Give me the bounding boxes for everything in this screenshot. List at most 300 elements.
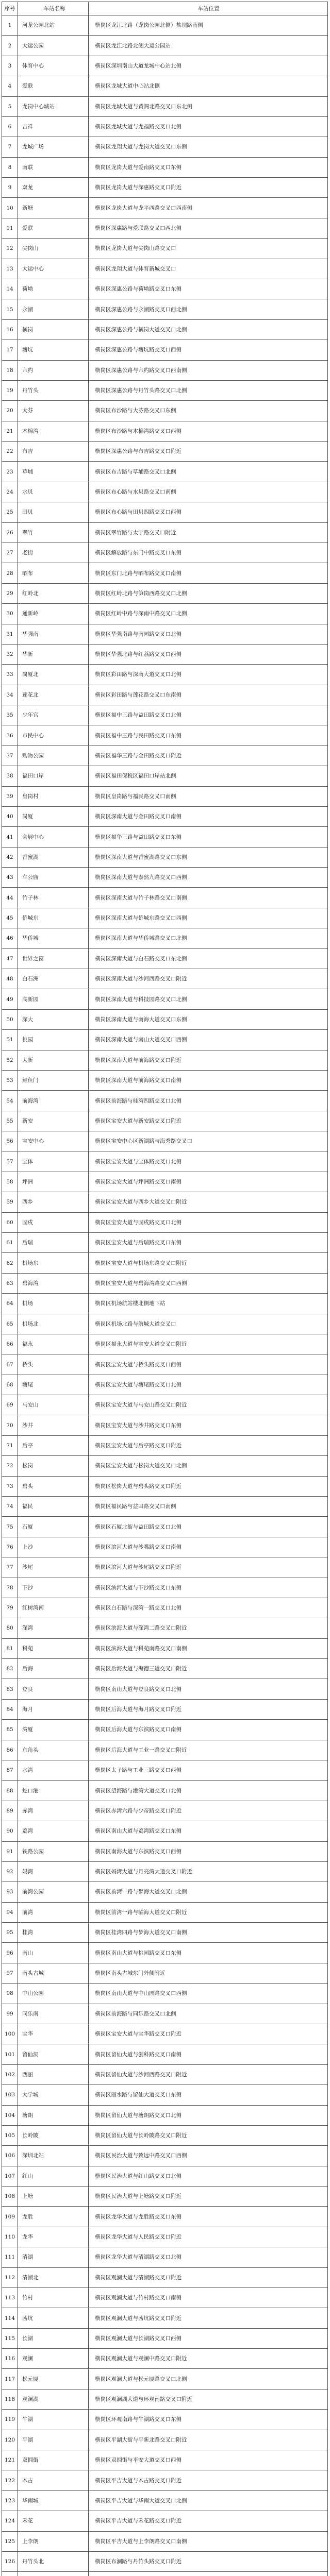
station-address: 横岗区深南大道与前海路交叉口南侧 bbox=[95, 1077, 182, 1084]
station-address: 横岗区深南大道与前海路交叉口附近 bbox=[95, 1057, 182, 1063]
table-row bbox=[2, 1740, 327, 1760]
station-name: 购物公园 bbox=[18, 746, 89, 766]
station-address: 横岗区布心路与田贝四路交叉口西侧 bbox=[95, 509, 182, 516]
station-name: 茜坑 bbox=[18, 2308, 89, 2328]
station-address: 横岗区龙城大道与黄阁北路交叉口东北侧 bbox=[95, 103, 192, 110]
table-header bbox=[2, 2, 327, 15]
table-row bbox=[2, 1537, 327, 1557]
station-name: 海月 bbox=[18, 1700, 89, 1719]
table-row bbox=[2, 1456, 327, 1476]
table-row bbox=[2, 1233, 327, 1253]
row-number: 51 bbox=[2, 1030, 18, 1049]
station-name: 机场北 bbox=[18, 1314, 89, 1334]
station-address: 横岗区东门北路与晒布路交叉口南侧 bbox=[95, 570, 182, 577]
station-address: 横岗区龙翔大道与体育新城交叉口 bbox=[95, 265, 176, 272]
row-number: 66 bbox=[2, 1334, 18, 1354]
row-number: 35 bbox=[2, 705, 18, 725]
station-address: 横岗区滨河大道与下沙路交叉口东侧 bbox=[95, 1584, 182, 1591]
station-name: 龙岗中心城站 bbox=[18, 97, 89, 116]
station-address: 横岗区深南大道与南山大道交叉口西侧 bbox=[95, 1037, 187, 1043]
row-number: 45 bbox=[2, 908, 18, 928]
row-number: 25 bbox=[2, 502, 18, 522]
table-row bbox=[2, 1091, 327, 1111]
header-no: 序号 bbox=[2, 2, 18, 15]
station-address: 横岗区平吉大道与禾花路交叉口附近 bbox=[95, 2518, 182, 2524]
station-address: 横岗区彩田路与深南大道交叉口北侧 bbox=[95, 671, 182, 678]
table-row bbox=[2, 2329, 327, 2349]
station-name: 爱联 bbox=[18, 76, 89, 96]
row-number: 60 bbox=[2, 1213, 18, 1232]
row-number: 71 bbox=[2, 1436, 18, 1455]
station-address: 横岗区观澜大道与竹村路交叉口南侧 bbox=[95, 2295, 182, 2301]
table-row bbox=[2, 1415, 327, 1435]
table-row bbox=[2, 868, 327, 888]
row-number: 36 bbox=[2, 725, 18, 745]
row-number: 124 bbox=[2, 2511, 18, 2531]
station-name: 清湖北 bbox=[18, 2268, 89, 2287]
station-address: 横岗区机场航站楼北侧地下站 bbox=[95, 1300, 166, 1307]
station-name: 松岗 bbox=[18, 1456, 89, 1476]
row-number: 89 bbox=[2, 1801, 18, 1821]
row-number: 53 bbox=[2, 1071, 18, 1090]
station-name: 深湾 bbox=[18, 1618, 89, 1638]
station-address: 横岗区宝安大道与后亭路交叉口附近 bbox=[95, 1443, 182, 1449]
station-address: 横岗区布沙路与大芬路交叉口东侧 bbox=[95, 408, 176, 414]
row-number: 97 bbox=[2, 1963, 18, 1983]
table-row bbox=[2, 361, 327, 381]
station-name: 赤湾 bbox=[18, 1801, 89, 1821]
station-name: 皇岗村 bbox=[18, 787, 89, 806]
station-address: 横岗区留仙大道与沙河西路交叉口附近 bbox=[95, 2071, 187, 2078]
table-row bbox=[2, 320, 327, 340]
table-row bbox=[2, 2470, 327, 2490]
table-row bbox=[2, 462, 327, 482]
station-address: 横岗区观澜湖大道与环观南路交叉口附近 bbox=[95, 2396, 192, 2403]
station-address: 横岗区红岭中路与深南中路交叉口北侧 bbox=[95, 611, 187, 617]
table-row bbox=[2, 1010, 327, 1030]
station-address: 横岗区深惠路与爱联路交叉口西北侧 bbox=[95, 225, 182, 232]
station-name: 世界之窗 bbox=[18, 949, 89, 969]
station-address: 横岗区前海路与桂湾四路交叉口北侧 bbox=[95, 1097, 182, 1104]
station-name: 水湾 bbox=[18, 1760, 89, 1780]
station-name: 南头古城 bbox=[18, 1963, 89, 1983]
table-row bbox=[2, 117, 327, 137]
row-number: 48 bbox=[2, 969, 18, 989]
station-address: 横岗区滨海大道与深湾二路交叉口附近 bbox=[95, 1625, 187, 1632]
station-name: 龙胜 bbox=[18, 2207, 89, 2226]
row-number: 4 bbox=[2, 76, 18, 96]
station-address: 横岗区赤湾六路与少帝路交叉口附近 bbox=[95, 1807, 182, 1814]
row-number: 69 bbox=[2, 1395, 18, 1415]
row-number: 95 bbox=[2, 1923, 18, 1942]
station-name: 福田口岸 bbox=[18, 766, 89, 786]
row-number: 80 bbox=[2, 1618, 18, 1638]
row-number: 39 bbox=[2, 787, 18, 806]
station-address: 横岗区深惠公路与荷坳路交叉口东侧 bbox=[95, 286, 182, 293]
row-number: 44 bbox=[2, 888, 18, 907]
station-name: 横岗 bbox=[18, 320, 89, 340]
station-address: 横岗区龙华大道与人民路交叉口附近 bbox=[95, 2234, 182, 2240]
station-address: 横岗区龙岗大道与龙平西路交叉口西南侧 bbox=[95, 205, 192, 211]
table-row bbox=[2, 1760, 327, 1781]
station-address: 横岗区布吉路与草埔路交叉口北侧 bbox=[95, 468, 176, 475]
station-name: 竹村 bbox=[18, 2288, 89, 2308]
station-name: 上沙 bbox=[18, 1537, 89, 1557]
table-row bbox=[2, 239, 327, 259]
station-name: 田贝 bbox=[18, 502, 89, 522]
station-address: 横岗区深惠公路与丹竹头路交叉口北侧 bbox=[95, 387, 187, 394]
row-number: 27 bbox=[2, 543, 18, 563]
table-row bbox=[2, 2166, 327, 2187]
row-number: 106 bbox=[2, 2146, 18, 2165]
table-row bbox=[2, 340, 327, 360]
station-address: 横岗区留仙大道与塘朗路交叉口北侧 bbox=[95, 2112, 182, 2119]
row-number: 41 bbox=[2, 827, 18, 846]
station-address: 横岗区福华三路与益田路交叉口东侧 bbox=[95, 834, 182, 840]
station-address: 横岗区滨海大道与科苑南路交叉口南侧 bbox=[95, 1645, 187, 1652]
row-number: 10 bbox=[2, 198, 18, 217]
station-address: 横岗区后海大道与海德三道交叉口附近 bbox=[95, 1666, 187, 1672]
station-name: 木棉湾 bbox=[18, 421, 89, 441]
station-address: 横岗区福中三路与民田路交叉口东侧 bbox=[95, 732, 182, 739]
station-name: 塘尾 bbox=[18, 1375, 89, 1395]
row-number: 31 bbox=[2, 624, 18, 644]
row-number: 1 bbox=[2, 15, 18, 35]
table-row bbox=[2, 36, 327, 56]
station-name: 体育中心 bbox=[18, 56, 89, 76]
table-row bbox=[2, 787, 327, 807]
station-name: 木古 bbox=[18, 2470, 89, 2490]
row-number: 120 bbox=[2, 2430, 18, 2450]
station-address: 横岗区深南大道与华侨城路交叉口北侧 bbox=[95, 935, 187, 942]
station-name: 科苑 bbox=[18, 1639, 89, 1658]
table-row bbox=[2, 137, 327, 157]
station-name: 机场 bbox=[18, 1294, 89, 1313]
station-address: 横岗区宝安大道与桥头路交叉口西侧 bbox=[95, 1361, 182, 1368]
table-row bbox=[2, 2511, 327, 2531]
table-row bbox=[2, 1821, 327, 1841]
station-address: 横岗区平吉大道与华南大道交叉口北侧 bbox=[95, 2497, 187, 2504]
station-address: 横岗区布澜路与丹竹头路交叉口附近 bbox=[95, 2558, 182, 2565]
table-row bbox=[2, 2389, 327, 2410]
station-address: 横岗区深惠公路与布吉路交叉口附近 bbox=[95, 448, 182, 455]
station-address: 横岗区宝安大道与坪洲路交叉口南侧 bbox=[95, 1179, 182, 1185]
row-number: 109 bbox=[2, 2207, 18, 2226]
header-name: 车站名称 bbox=[18, 2, 89, 15]
row-number: 98 bbox=[2, 1984, 18, 2003]
row-number: 93 bbox=[2, 1882, 18, 1902]
station-address: 横岗区宝安大道与新安路交叉口附近 bbox=[95, 1117, 182, 1124]
table-row bbox=[2, 807, 327, 827]
row-number: 121 bbox=[2, 2450, 18, 2470]
row-number: 26 bbox=[2, 523, 18, 543]
station-name: 新安 bbox=[18, 1111, 89, 1131]
row-number: 122 bbox=[2, 2470, 18, 2490]
station-address: 横岗区龙岗大道与深惠路交叉口附近 bbox=[95, 184, 182, 191]
row-number: 112 bbox=[2, 2268, 18, 2287]
row-number: 6 bbox=[2, 117, 18, 137]
row-number: 115 bbox=[2, 2329, 18, 2348]
table-row bbox=[2, 158, 327, 178]
station-name: 老街 bbox=[18, 543, 89, 563]
table-row bbox=[2, 949, 327, 969]
station-name: 岗厦 bbox=[18, 807, 89, 826]
station-name: 双拥街 bbox=[18, 2450, 89, 2470]
table-row bbox=[2, 1679, 327, 1699]
station-address: 横岗区宝安大道与塘尾路交叉口北侧 bbox=[95, 1381, 182, 1388]
station-name: 前海湾 bbox=[18, 1091, 89, 1110]
station-address: 横岗区南山大道与中山园路交叉口西侧 bbox=[95, 1990, 187, 1997]
table-row bbox=[2, 2572, 327, 2576]
station-address: 横岗区留仙大道与创科路交叉口南侧 bbox=[95, 2051, 182, 2058]
row-number: 75 bbox=[2, 1517, 18, 1536]
table-row bbox=[2, 1882, 327, 1902]
station-name: 双龙 bbox=[18, 178, 89, 197]
station-name: 车公庙 bbox=[18, 868, 89, 887]
table-row bbox=[2, 2146, 327, 2166]
row-number: 62 bbox=[2, 1253, 18, 1273]
row-number: 64 bbox=[2, 1294, 18, 1313]
table-row bbox=[2, 1903, 327, 1923]
station-name: 固戍 bbox=[18, 1213, 89, 1232]
station-address: 横岗区宝安大道与沙井路交叉口东侧 bbox=[95, 1422, 182, 1429]
table-row bbox=[2, 766, 327, 786]
table-row bbox=[2, 502, 327, 522]
row-number: 43 bbox=[2, 868, 18, 887]
header-address: 车站位置 bbox=[197, 5, 220, 12]
row-number: 8 bbox=[2, 158, 18, 177]
row-number: 70 bbox=[2, 1415, 18, 1435]
station-name: 白石洲 bbox=[18, 969, 89, 989]
station-name: 竹子林 bbox=[18, 888, 89, 907]
station-name: 下沙 bbox=[18, 1578, 89, 1598]
station-address: 横岗区前海路与同乐路交叉口北侧 bbox=[95, 2010, 176, 2017]
row-number: 82 bbox=[2, 1659, 18, 1679]
station-address: 横岗区深惠公路与横岗大道交叉口北侧 bbox=[95, 326, 187, 333]
station-name: 高新园 bbox=[18, 989, 89, 1009]
station-name: 龙城广场 bbox=[18, 137, 89, 157]
table-row bbox=[2, 888, 327, 908]
station-address: 横岗区深南大道与竹子林路交叉口南侧 bbox=[95, 894, 187, 901]
station-address: 横岗区石厦北街与益田路交叉口北侧 bbox=[95, 1523, 182, 1530]
row-number: 91 bbox=[2, 1842, 18, 1861]
station-address: 横岗区民治大道与上塘路交叉口附近 bbox=[95, 2193, 182, 2200]
station-address: 横岗区深惠公路与六约路交叉口西南侧 bbox=[95, 367, 187, 374]
station-address: 横岗区福中三路与益田路交叉口北侧 bbox=[95, 712, 182, 719]
table-row bbox=[2, 705, 327, 725]
row-number: 33 bbox=[2, 665, 18, 684]
table-row bbox=[2, 1781, 327, 1801]
table-row bbox=[2, 2268, 327, 2288]
table-row bbox=[2, 665, 327, 685]
station-name: 清湖 bbox=[18, 2247, 89, 2267]
station-address: 横岗区深圳南山大道龙城中心站北侧 bbox=[95, 62, 182, 69]
row-number: 37 bbox=[2, 746, 18, 766]
table-row bbox=[2, 2349, 327, 2369]
station-address: 横岗区福田保税区福田口岸站北侧 bbox=[95, 773, 176, 779]
station-address: 横岗区南山大道与登良路交叉口北侧 bbox=[95, 1686, 182, 1692]
station-name: 观澜 bbox=[18, 2349, 89, 2368]
station-name: 红树湾南 bbox=[18, 1598, 89, 1618]
table-row bbox=[2, 827, 327, 847]
row-number: 103 bbox=[2, 2085, 18, 2105]
table-row bbox=[2, 1984, 327, 2004]
row-number: 65 bbox=[2, 1314, 18, 1334]
table-row bbox=[2, 685, 327, 705]
station-address: 横岗区解放路与东门中路交叉口东侧 bbox=[95, 550, 182, 556]
table-row bbox=[2, 2065, 327, 2085]
row-number: 34 bbox=[2, 685, 18, 705]
station-address: 横岗区深南大道与白石路交叉口东北侧 bbox=[95, 955, 187, 962]
station-name: 后海 bbox=[18, 1659, 89, 1679]
station-name: 深大 bbox=[18, 1010, 89, 1029]
station-address: 横岗区平吉大道与木古路交叉口附近 bbox=[95, 2477, 182, 2484]
table-row bbox=[2, 1720, 327, 1740]
station-name: 坪洲 bbox=[18, 1172, 89, 1192]
table-row bbox=[2, 543, 327, 563]
station-name: 荔湾 bbox=[18, 1821, 89, 1841]
station-name: 尖岗山 bbox=[18, 239, 89, 258]
station-address: 横岗区观澜大道与茜坑路交叉口附近 bbox=[95, 2315, 182, 2321]
station-address: 横岗区松岗大道与碧头路交叉口附近 bbox=[95, 1483, 182, 1489]
station-name: 莲花北 bbox=[18, 685, 89, 705]
station-address: 横岗区宝安中心区新湖路与海秀路交叉口 bbox=[95, 1138, 192, 1145]
table-row bbox=[2, 2126, 327, 2146]
row-number: 21 bbox=[2, 421, 18, 441]
row-number: 78 bbox=[2, 1578, 18, 1598]
row-number: 110 bbox=[2, 2227, 18, 2247]
table-row bbox=[2, 421, 327, 442]
station-address: 横岗区平吉大道与上李朗路交叉口南侧 bbox=[95, 2538, 187, 2545]
station-name bbox=[18, 2572, 89, 2576]
station-name: 红山 bbox=[18, 2166, 89, 2186]
row-number: 101 bbox=[2, 2044, 18, 2064]
row-number: 9 bbox=[2, 178, 18, 197]
row-number: 14 bbox=[2, 279, 18, 299]
station-address: 横岗区华强南路与南园路交叉口北侧 bbox=[95, 631, 182, 637]
row-number: 47 bbox=[2, 949, 18, 969]
table-row bbox=[2, 1618, 327, 1638]
table-row bbox=[2, 604, 327, 624]
row-number: 81 bbox=[2, 1639, 18, 1658]
row-number: 5 bbox=[2, 97, 18, 116]
station-address: 横岗区龙翔大道与龙岗大道交叉口东侧 bbox=[95, 144, 187, 150]
station-name: 桃园 bbox=[18, 1030, 89, 1049]
row-number: 92 bbox=[2, 1862, 18, 1882]
station-address: 横岗区观澜大道与松元厦路交叉口北侧 bbox=[95, 2376, 187, 2382]
table-row bbox=[2, 848, 327, 868]
row-number: 59 bbox=[2, 1192, 18, 1212]
row-number: 28 bbox=[2, 563, 18, 583]
table-row bbox=[2, 1294, 327, 1314]
station-table bbox=[2, 2, 328, 2576]
station-name: 华强南 bbox=[18, 624, 89, 644]
station-address: 横岗区望海路与港湾大道交叉口北侧 bbox=[95, 1787, 182, 1794]
table-row bbox=[2, 928, 327, 948]
station-name: 上塘 bbox=[18, 2187, 89, 2206]
table-row bbox=[2, 746, 327, 766]
station-name: 牛湖 bbox=[18, 2410, 89, 2429]
station-name: 南山 bbox=[18, 1943, 89, 1962]
station-name: 平湖 bbox=[18, 2430, 89, 2450]
station-address: 横岗区机场北路与航城大道交叉口 bbox=[95, 1320, 176, 1327]
station-address: 横岗区南山大道与荔湾路交叉口东侧 bbox=[95, 1828, 182, 1835]
table-row bbox=[2, 2106, 327, 2126]
station-address: 横岗区龙岗大道与尖岗山路交叉口 bbox=[95, 245, 176, 252]
row-number: 24 bbox=[2, 482, 18, 502]
station-address: 横岗区宝安大道与固戍路交叉口北侧 bbox=[95, 1219, 182, 1226]
row-number: 119 bbox=[2, 2410, 18, 2429]
station-name: 翠竹 bbox=[18, 523, 89, 543]
row-number: 114 bbox=[2, 2308, 18, 2328]
station-address: 横岗区宝安大道与碧海湾路交叉口西侧 bbox=[95, 1280, 187, 1286]
table-row bbox=[2, 2308, 327, 2328]
station-address: 横岗区宝安大道与宝体路交叉口北侧 bbox=[95, 1158, 182, 1165]
station-name: 通新岭 bbox=[18, 604, 89, 623]
row-number: 42 bbox=[2, 848, 18, 867]
row-number: 19 bbox=[2, 381, 18, 400]
row-number bbox=[2, 2572, 18, 2576]
station-address: 横岗区丽水路与留仙大道交叉口东侧 bbox=[95, 2092, 182, 2098]
row-number: 105 bbox=[2, 2126, 18, 2145]
station-name: 留仙洞 bbox=[18, 2044, 89, 2064]
station-name: 西乡 bbox=[18, 1192, 89, 1212]
table-row bbox=[2, 1192, 327, 1212]
table-row bbox=[2, 1639, 327, 1659]
table-row bbox=[2, 178, 327, 198]
station-name: 草埔 bbox=[18, 462, 89, 481]
station-name: 红岭北 bbox=[18, 584, 89, 603]
table-row bbox=[2, 482, 327, 502]
table-row bbox=[2, 2247, 327, 2267]
station-name: 水贝 bbox=[18, 482, 89, 502]
station-address: 横岗区彩田路与莲花路交叉口东南侧 bbox=[95, 691, 182, 698]
station-address: 横岗区深南大道与侨城东路交叉口西侧 bbox=[95, 915, 187, 922]
row-number: 85 bbox=[2, 1720, 18, 1739]
station-name: 市民中心 bbox=[18, 725, 89, 745]
station-address: 横岗区龙华大道与清湖路交叉口北侧 bbox=[95, 2254, 182, 2261]
table-row bbox=[2, 1801, 327, 1821]
station-name: 少年宫 bbox=[18, 705, 89, 725]
row-number: 96 bbox=[2, 1943, 18, 1962]
station-name: 福永 bbox=[18, 1334, 89, 1354]
table-row bbox=[2, 279, 327, 299]
table-row bbox=[2, 1659, 327, 1679]
table-row bbox=[2, 2024, 327, 2044]
station-name: 西丽 bbox=[18, 2065, 89, 2084]
station-name: 丹竹头 bbox=[18, 381, 89, 400]
table-row bbox=[2, 1050, 327, 1071]
station-address: 横岗区深南大道与香蜜湖路交叉口东侧 bbox=[95, 854, 187, 860]
table-row bbox=[2, 1923, 327, 1943]
row-number: 88 bbox=[2, 1781, 18, 1800]
table-row bbox=[2, 1517, 327, 1537]
row-number: 76 bbox=[2, 1537, 18, 1557]
station-name: 同乐南 bbox=[18, 2004, 89, 2024]
row-number: 126 bbox=[2, 2552, 18, 2571]
row-number: 22 bbox=[2, 442, 18, 461]
station-address: 横岗区深惠公路与塘坑路交叉口西侧 bbox=[95, 347, 182, 353]
station-name: 大芬 bbox=[18, 401, 89, 420]
table-row bbox=[2, 259, 327, 279]
station-address: 横岗区宝安大道与西乡大道交叉口附近 bbox=[95, 1199, 187, 1206]
row-number: 30 bbox=[2, 604, 18, 623]
station-name: 华侨城 bbox=[18, 928, 89, 948]
station-address: 横岗区后海大道与东滨路交叉口南侧 bbox=[95, 1726, 182, 1733]
station-name: 华南城 bbox=[18, 2491, 89, 2511]
station-address: 横岗区太子路与工业三路交叉口西侧 bbox=[95, 1767, 182, 1774]
station-name: 宝华 bbox=[18, 2024, 89, 2044]
